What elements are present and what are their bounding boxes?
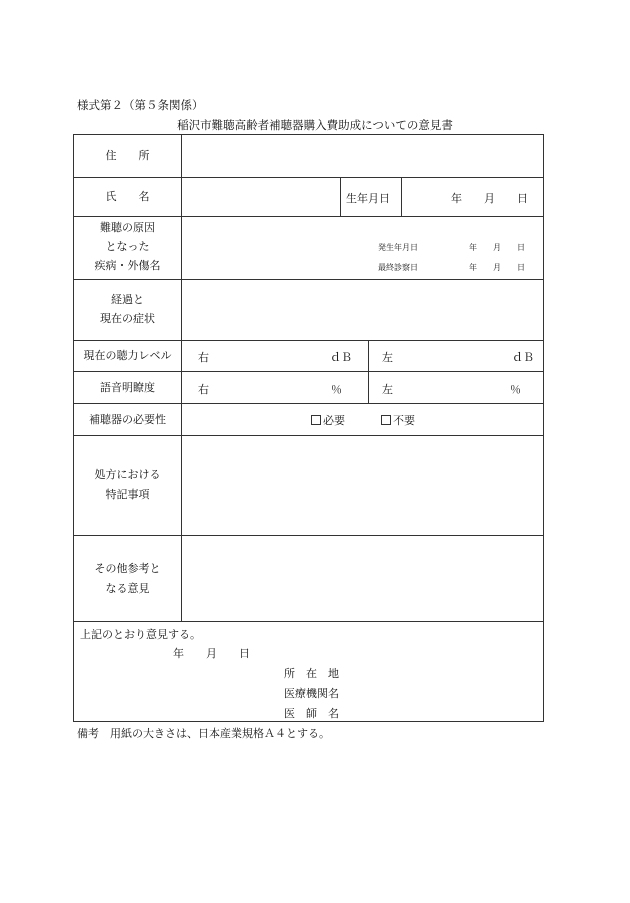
speech-right-label: 右	[198, 383, 209, 396]
hearing-level-label: 現在の聴力レベル	[83, 349, 172, 362]
last-exam-label: 最終診察日	[378, 263, 418, 272]
address-label: 住 所	[105, 149, 150, 162]
remark-text: 備考 用紙の大きさは、日本産業規格Ａ４とする。	[77, 727, 330, 740]
hearing-left-unit: ｄＢ	[512, 351, 534, 364]
history-label-line1: 経過と	[111, 293, 144, 306]
history-label-line2: 現在の症状	[100, 312, 155, 325]
doctor-label: 医 師 名	[284, 707, 339, 720]
cause-label-line2: となった	[105, 240, 150, 253]
statement-text: 上記のとおり意見する。	[80, 628, 201, 641]
last-exam-field[interactable]: 年 月 日	[469, 263, 525, 272]
location-label: 所 在 地	[284, 667, 339, 680]
signature-date[interactable]: 年 月 日	[173, 647, 250, 660]
necessity-required-option[interactable]: 必要	[311, 412, 345, 428]
institution-label: 医療機関名	[284, 687, 339, 700]
document-title: 稲沢市難聴高齢者補聴器購入費助成についての意見書	[177, 118, 453, 132]
other-label-line2: なる意見	[105, 582, 150, 595]
form-number: 様式第２（第５条関係）	[77, 98, 204, 112]
onset-date-label: 発生年月日	[378, 243, 418, 252]
cause-label-line3: 疾病・外傷名	[94, 259, 161, 272]
checkbox-icon[interactable]	[381, 415, 391, 425]
speech-left-unit: ％	[510, 383, 521, 396]
address-field[interactable]	[182, 135, 543, 176]
hearing-right-label: 右	[198, 351, 209, 364]
hearing-left-label: 左	[382, 351, 393, 364]
other-label-line1: その他参考と	[94, 562, 161, 575]
notes-label-line2: 特記事項	[105, 488, 150, 501]
cause-label-line1: 難聴の原因	[100, 221, 155, 234]
birthdate-field[interactable]: 年 月 日	[451, 192, 528, 205]
speech-left-label: 左	[382, 383, 393, 396]
necessity-label: 補聴器の必要性	[89, 413, 166, 426]
speech-right-unit: ％	[331, 383, 342, 396]
onset-date-field[interactable]: 年 月 日	[469, 243, 525, 252]
name-field[interactable]	[182, 178, 339, 215]
name-label: 氏 名	[105, 190, 150, 203]
hearing-right-unit: ｄＢ	[330, 351, 352, 364]
necessity-not-required-option[interactable]: 不要	[381, 412, 415, 428]
speech-clarity-label: 語音明瞭度	[100, 381, 155, 394]
checkbox-icon[interactable]	[311, 415, 321, 425]
birthdate-label: 生年月日	[346, 192, 390, 205]
notes-label-line1: 処方における	[94, 468, 161, 481]
